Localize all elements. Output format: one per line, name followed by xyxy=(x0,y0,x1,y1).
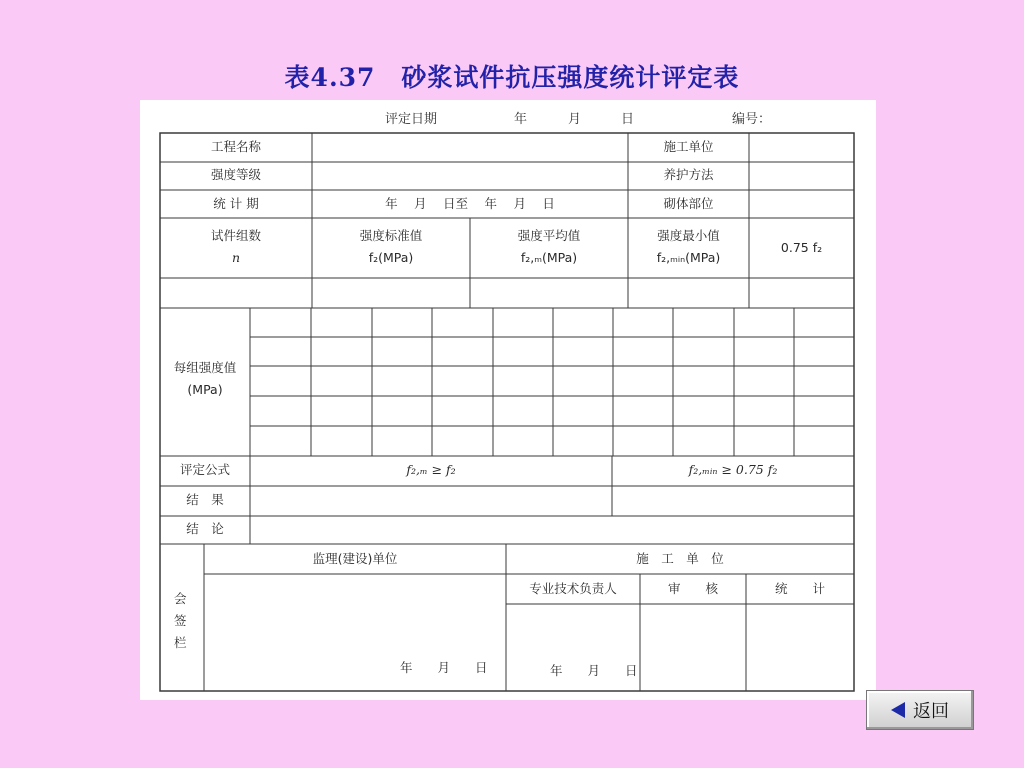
left-triangle-icon xyxy=(891,702,905,718)
avg-value-unit: f₂,ₘ(MPa) xyxy=(520,250,578,265)
year-label: 年 xyxy=(514,112,528,127)
group-count-label: 试件组数 xyxy=(210,228,261,243)
back-button[interactable] xyxy=(866,690,974,730)
eval-date-label: 评定日期 xyxy=(385,112,438,127)
construction-unit-label: 施工单位 xyxy=(663,139,714,154)
formula-label: 评定公式 xyxy=(179,462,230,477)
page-title: 表4.37 砂浆试件抗压强度统计评定表 xyxy=(284,63,740,92)
statistics-label: 统 计 xyxy=(774,581,825,596)
tech-lead-label: 专业技术负责人 xyxy=(529,581,617,596)
stat-period-label: 统 计 期 xyxy=(213,196,259,211)
table-grid xyxy=(140,100,876,700)
review-label: 审 核 xyxy=(667,581,718,596)
masonry-part-label: 砌体部位 xyxy=(663,196,714,211)
formula-min: f₂,ₘᵢₙ ≥ 0.75 f₂ xyxy=(688,462,778,477)
factor-label: 0.75 f₂ xyxy=(780,240,823,255)
back-button-label: 返回 xyxy=(913,701,949,722)
form-sheet xyxy=(140,100,876,700)
day-label: 日 xyxy=(621,112,635,127)
formula-avg: f₂,ₘ ≥ f₂ xyxy=(406,462,456,477)
supervision-date: 年 月 日 xyxy=(400,660,488,675)
min-value-label: 强度最小值 xyxy=(657,228,720,243)
min-value-unit: f₂,ₘᵢₙ(MPa) xyxy=(656,250,721,265)
group-strength-unit: (MPa) xyxy=(187,382,223,397)
group-strength-label: 每组强度值 xyxy=(173,360,237,375)
std-value-label: 强度标准值 xyxy=(359,228,423,243)
signatures-label: 会签栏 xyxy=(174,591,187,650)
avg-value-label: 强度平均值 xyxy=(517,228,581,243)
group-count-symbol: n xyxy=(231,250,241,265)
conclusion-label: 结 论 xyxy=(186,521,224,536)
strength-grade-label: 强度等级 xyxy=(210,167,261,182)
month-label: 月 xyxy=(568,112,582,127)
std-value-unit: f₂(MPa) xyxy=(368,250,414,265)
result-label: 结 果 xyxy=(186,492,224,507)
number-label: 编号： xyxy=(732,112,772,127)
construction-date: 年 月 日 xyxy=(550,663,638,678)
project-name-label: 工程名称 xyxy=(210,139,261,154)
supervision-unit-label: 监理(建设)单位 xyxy=(312,551,398,566)
period-range: 年 月 日至 年 月 日 xyxy=(385,196,555,211)
construction-unit-header: 施 工 单 位 xyxy=(636,551,724,566)
curing-method-label: 养护方法 xyxy=(663,167,714,182)
